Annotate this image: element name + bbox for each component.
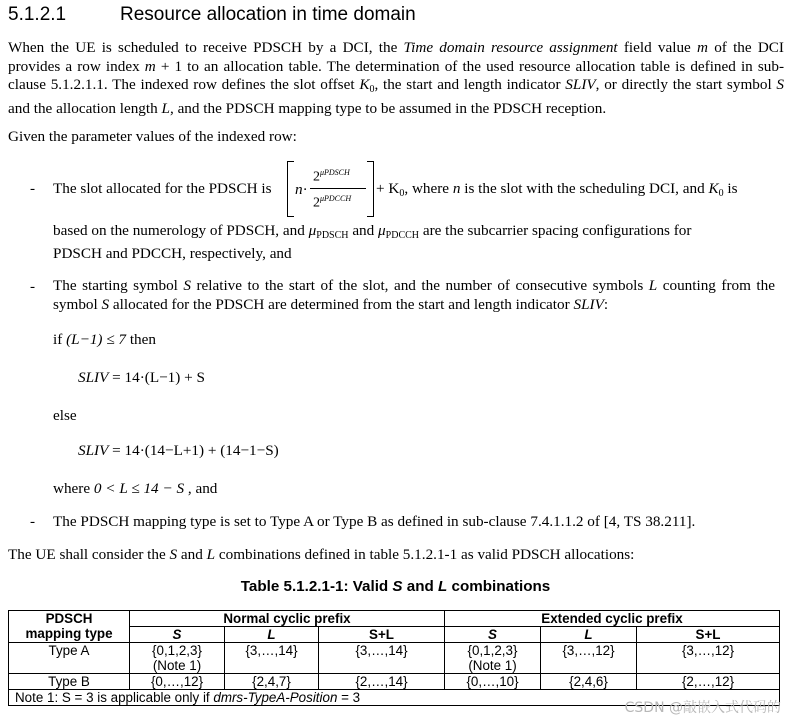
given-paragraph: Given the parameter values of the indexed row:	[8, 128, 297, 145]
valid-allocations-paragraph: The UE shall consider the S and L combinations defined in table 5.1.2.1-1 as valid PDSCH allocations:	[8, 546, 635, 563]
sliv-formula-1: SLIV = 14·(L−1) + S	[78, 369, 205, 386]
table-note: Note 1: S = 3 is applicable only if dmrs-TypeA-Position = 3	[9, 690, 780, 706]
cell-extended-sl: {2,…,12}	[637, 674, 780, 690]
csdn-watermark: CSDN @敲嵌入式代码的	[624, 700, 781, 716]
cell-normal-l: {2,4,7}	[225, 674, 319, 690]
bullet2-text: The starting symbol S relative to the start of the slot, and the number of consecutive symbols L counting from the symbol S allocated for the PDSCH are determined from the start and length indicator SLIV:	[53, 277, 775, 313]
header-l: L	[541, 627, 637, 643]
section-number: 5.1.2.1	[8, 4, 67, 25]
cell-normal-l: {3,…,14}	[225, 643, 319, 674]
table-header-row	[9, 611, 780, 627]
cell-type: Type A	[9, 643, 130, 674]
bullet3-text: The PDSCH mapping type is set to Type A or Type B as defined in sub-clause 7.4.1.1.2 of [4, TS 38.211].	[53, 513, 696, 530]
header-extended-cp: Extended cyclic prefix	[445, 611, 780, 627]
cell-extended-l: {2,4,6}	[541, 674, 637, 690]
cell-normal-s: {0,…,12}	[130, 674, 225, 690]
bullet1-line2: based on the numerology of PDSCH, and $\mu_{PDSCH}$ and $\mu_{PDCCH}$ are the subcarrier spacing configurations for	[53, 222, 692, 241]
cell-normal-s: {0,1,2,3} (Note 1)	[130, 643, 225, 674]
header-normal-cp: Normal cyclic prefix	[130, 611, 445, 627]
if-line: if (L−1) ≤ 7 then	[53, 331, 156, 348]
table-row	[9, 674, 780, 690]
else-line: else	[53, 407, 77, 424]
cell-extended-l: {3,…,12}	[541, 643, 637, 674]
cell-extended-s: {0,1,2,3} (Note 1)	[445, 643, 541, 674]
bullet1-line3: PDSCH and PDCCH, respectively, and	[53, 245, 292, 262]
where-line: where 0 < L ≤ 14 − S , and	[53, 480, 218, 497]
header-s: S	[130, 627, 225, 643]
fraction-numerator: $2^{\mu PDSCH}$	[313, 168, 350, 185]
valid-s-l-table	[8, 610, 780, 706]
floor-bracket-left	[287, 161, 294, 217]
bullet-dash: -	[30, 513, 36, 530]
fraction-bar	[310, 188, 366, 189]
header-l: L	[225, 627, 319, 643]
cell-normal-sl: {3,…,14}	[319, 643, 445, 674]
header-sl: S+L	[637, 627, 780, 643]
header-s: S	[445, 627, 541, 643]
sliv-formula-2: SLIV = 14·(14−L+1) + (14−1−S)	[78, 442, 279, 459]
fraction-denominator: $2^{\mu PDCCH}$	[313, 194, 352, 211]
bullet-dash: -	[30, 278, 36, 295]
section-heading	[8, 4, 416, 26]
section-title: Resource allocation in time domain	[120, 4, 416, 25]
header-sl: S+L	[319, 627, 445, 643]
cell-type: Type B	[9, 674, 130, 690]
cell-extended-s: {0,…,10}	[445, 674, 541, 690]
formula-n: n·	[295, 181, 308, 198]
intro-paragraph: When the UE is scheduled to receive PDSCH by a DCI, the Time domain resource assignment field value m of the DCI provides a row index m + 1 to an allocation table. The determination of the used resource allocation table is defined in sub-clause 5.1.2.1.1. The indexed row defines the slot offset $K_0$, the start and length indicator SLIV, or directly the start symbol S and the allocation length L, and the PDSCH mapping type to be assumed in the PDSCH reception.	[8, 39, 785, 117]
bullet1-rest: + $K_0$, where n is the slot with the scheduling DCI, and $K_0$ is	[376, 180, 738, 199]
bullet1-lead: The slot allocated for the PDSCH is	[53, 180, 272, 197]
floor-bracket-right	[367, 161, 374, 217]
header-mapping-type: PDSCH mapping type	[9, 611, 130, 643]
cell-normal-sl: {2,…,14}	[319, 674, 445, 690]
cell-extended-sl: {3,…,12}	[637, 643, 780, 674]
bullet-dash: -	[30, 180, 36, 197]
table-row	[9, 643, 780, 674]
table-caption: Table 5.1.2.1-1: Valid S and L combinations	[240, 578, 551, 595]
